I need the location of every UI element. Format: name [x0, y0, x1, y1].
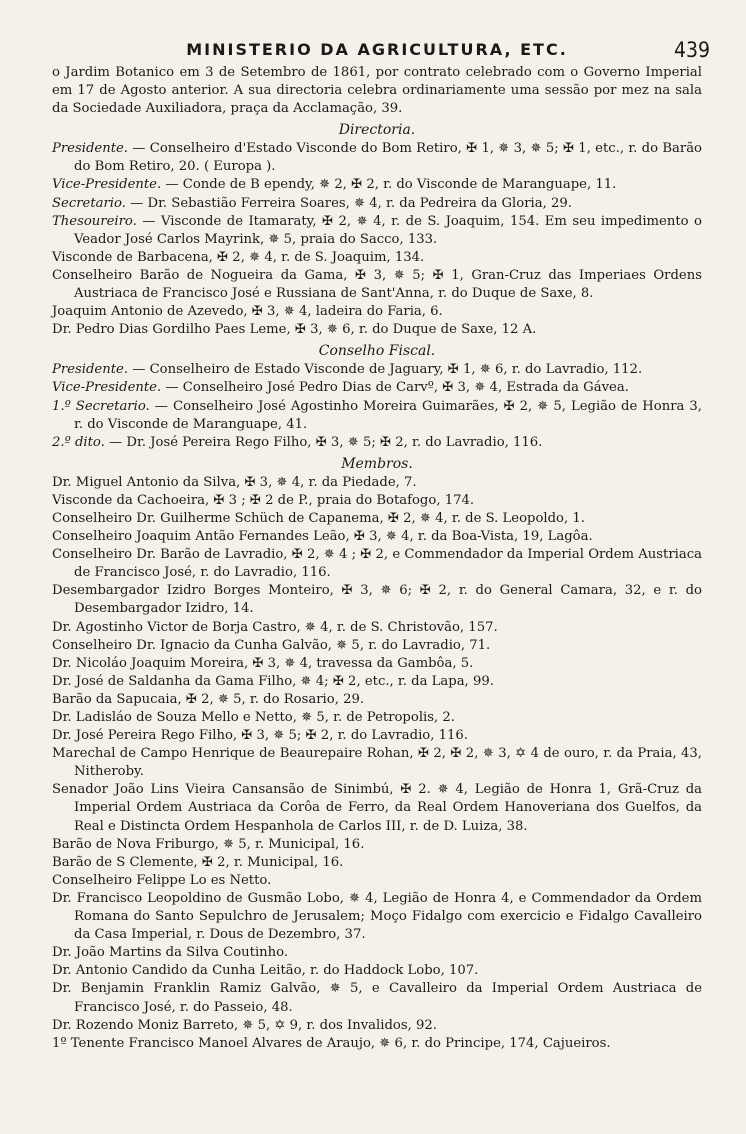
entry-text: Joaquim Antonio de Azevedo, ✠ 3, ✵ 4, ladeira do Faria, 6.: [52, 304, 443, 320]
section-heading-membros: Membros.: [341, 455, 413, 472]
directoria-list: [52, 140, 702, 339]
conselho-entry: [52, 398, 702, 434]
member-entry: Conselheiro Dr. Ignacio da Cunha Galvão, ✵ 5, r. do Lavradio, 71.: [52, 637, 491, 653]
directoria-entry: [52, 176, 702, 194]
section-heading-conselho-fiscal: Conselho Fiscal.: [318, 343, 436, 360]
member-entry: Dr. José de Saldanha da Gama Filho, ✵ 4; ✠ 2, etc., r. da Lapa, 99.: [52, 673, 494, 689]
member-entry: Barão de Nova Friburgo, ✵ 5, r. Municipal, 16.: [52, 836, 365, 852]
intro-paragraph: o Jardim Botanico em 3 de Setembro de 1861, por contrato celebrado com o Governo Imperial em 17 de Agosto anterior. A sua directoria celebra ordinariamente uma sessão por mez na sala da Sociedade Auxiliadora, praça da Acclamação, 39.: [52, 65, 702, 117]
directoria-entry: [52, 321, 702, 339]
member-entry: Desembargador Izidro Borges Monteiro, ✠ 3, ✵ 6; ✠ 2, r. do General Camara, 32, e r. do Desembargador Izidro, 14.: [52, 583, 702, 617]
member-entry: Dr. Francisco Leopoldino de Gusmão Lobo, ✵ 4, Legião de Honra 4, e Commendador da Ordem Romana do Santo Sepulchro de Jerusalem; Moço Fidalgo com exercicio e Fidalgo Cavalleiro da Casa Imperial, r. Dous de Dezembro, 37.: [52, 890, 702, 943]
entry-text: — Conselheiro José Pedro Dias de Carvº, ✠ 3, ✵ 4, Estrada da Gávea.: [161, 380, 629, 396]
entry-text: — Conde de B ependy, ✵ 2, ✠ 2, r. do Visconde de Maranguape, 11.: [161, 177, 617, 193]
directoria-entry: [52, 303, 702, 321]
membros-list: [52, 474, 702, 1053]
member-entry: Barão de S Clemente, ✠ 2, r. Municipal, 16.: [52, 854, 344, 870]
entry-text: — Conselheiro de Estado Visconde de Jaguary, ✠ 1, ✵ 6, r. do Lavradio, 112.: [128, 362, 643, 378]
member-entry: Dr. Benjamin Franklin Ramiz Galvão, ✵ 5, e Cavalleiro da Imperial Ordem Austriaca de Francisco José, r. do Passeio, 48.: [52, 981, 702, 1015]
member-entry: Conselheiro Dr. Barão de Lavradio, ✠ 2, ✵ 4 ; ✠ 2, e Commendador da Imperial Ordem Austriaca de Francisco José, r. do Lavradio, 116.: [52, 547, 702, 581]
directoria-entry: [52, 213, 702, 249]
member-entry: Dr. Miguel Antonio da Silva, ✠ 3, ✵ 4, r. da Piedade, 7.: [52, 474, 417, 490]
page-number: 439: [673, 38, 710, 62]
member-entry: Dr. João Martins da Silva Coutinho.: [52, 945, 289, 961]
member-entry: Dr. Agostinho Victor de Borja Castro, ✵ 4, r. de S. Christovão, 157.: [52, 619, 498, 635]
directoria-entry: [52, 140, 702, 176]
entry-role: Thesoureiro.: [52, 213, 137, 229]
directoria-entry: [52, 267, 702, 303]
conselho-entry: [52, 379, 702, 397]
section-heading-directoria: Directoria.: [338, 122, 416, 139]
member-entry: Conselheiro Dr. Guilherme Schüch de Capanema, ✠ 2, ✵ 4, r. de S. Leopoldo, 1.: [52, 510, 585, 526]
member-entry: Conselheiro Felippe Lo es Netto.: [52, 872, 272, 888]
running-title: MINISTERIO DA AGRICULTURA, ETC.: [186, 40, 568, 59]
entry-role: 1.º Secretario.: [52, 398, 150, 414]
entry-role: Vice-Presidente.: [52, 177, 162, 193]
entry-role: Vice-Presidente.: [52, 380, 162, 396]
directoria-entry: [52, 195, 702, 213]
member-entry: Senador João Lins Vieira Cansansão de Sinimbú, ✠ 2. ✵ 4, Legião de Honra 1, Grã-Cruz da Imperial Ordem Austriaca da Corôa de Ferro, da Real Ordem Hanoveriana dos Guelfos, da Real e Distincta Ordem Hespanhola de Carlos III, r. de D. Luiza, 38.: [52, 782, 702, 834]
entry-role: 2.º dito.: [52, 434, 105, 450]
conselho-entry: [52, 434, 702, 452]
conselho-fiscal-list: [52, 361, 702, 451]
member-entry: Visconde da Cachoeira, ✠ 3 ; ✠ 2 de P., praia do Botafogo, 174.: [52, 492, 475, 508]
entry-text: — Dr. Sebastião Ferreira Soares, ✵ 4, r. da Pedreira da Gloria, 29.: [125, 195, 572, 211]
member-entry: 1º Tenente Francisco Manoel Alvares de Araujo, ✵ 6, r. do Principe, 174, Cajueiros.: [52, 1035, 611, 1051]
entry-text: Visconde de Barbacena, ✠ 2, ✵ 4, r. de S. Joaquim, 134.: [52, 249, 425, 265]
entry-role: Presidente.: [52, 141, 129, 157]
member-entry: Dr. Antonio Candido da Cunha Leitão, r. do Haddock Lobo, 107.: [52, 963, 479, 979]
conselho-entry: [52, 361, 702, 379]
entry-role: Secretario.: [52, 195, 126, 211]
entry-text: — Conselheiro d'Estado Visconde do Bom Retiro, ✠ 1, ✵ 3, ✵ 5; ✠ 1, etc., r. do Barão do Bom Retiro, 20. ( Europa ).: [74, 141, 702, 175]
entry-role: Presidente.: [52, 362, 129, 378]
entry-text: — Dr. José Pereira Rego Filho, ✠ 3, ✵ 5; ✠ 2, r. do Lavradio, 116.: [104, 434, 543, 450]
entry-text: — Conselheiro José Agostinho Moreira Guimarães, ✠ 2, ✵ 5, Legião de Honra 3, r. do Visconde de Maranguape, 41.: [74, 398, 702, 432]
entry-text: — Visconde de Itamaraty, ✠ 2, ✵ 4, r. de S. Joaquim, 154. Em seu impedimento o Veador José Carlos Mayrink, ✵ 5, praia do Sacco, 133.: [74, 213, 702, 247]
entry-text: Conselheiro Barão de Nogueira da Gama, ✠ 3, ✵ 5; ✠ 1, Gran-Cruz das Imperiaes Ordens Austriaca de Francisco José e Russiana de Sant'Anna, r. do Duque de Saxe, 8.: [52, 267, 702, 302]
member-entry: Barão da Sapucaia, ✠ 2, ✵ 5, r. do Rosario, 29.: [52, 691, 365, 707]
member-entry: Dr. Rozendo Moniz Barreto, ✵ 5, ✡ 9, r. dos Invalidos, 92.: [52, 1017, 437, 1033]
page-header: [52, 36, 710, 64]
member-entry: Dr. Ladisláo de Souza Mello e Netto, ✵ 5, r. de Petropolis, 2.: [52, 710, 455, 725]
member-entry: Dr. José Pereira Rego Filho, ✠ 3, ✵ 5; ✠ 2, r. do Lavradio, 116.: [52, 728, 468, 744]
directoria-entry: [52, 249, 702, 267]
member-entry: Marechal de Campo Henrique de Beaurepaire Rohan, ✠ 2, ✠ 2, ✵ 3, ✡ 4 de ouro, r. da Praia, 43, Nitheroby.: [52, 746, 702, 780]
member-entry: Conselheiro Joaquim Antão Fernandes Leão, ✠ 3, ✵ 4, r. da Boa-Vista, 19, Lagôa.: [52, 529, 593, 545]
entry-text: Dr. Pedro Dias Gordilho Paes Leme, ✠ 3, ✵ 6, r. do Duque de Saxe, 12 A.: [52, 322, 537, 338]
member-entry: Dr. Nicoláo Joaquim Moreira, ✠ 3, ✵ 4, travessa da Gambôa, 5.: [52, 655, 474, 671]
